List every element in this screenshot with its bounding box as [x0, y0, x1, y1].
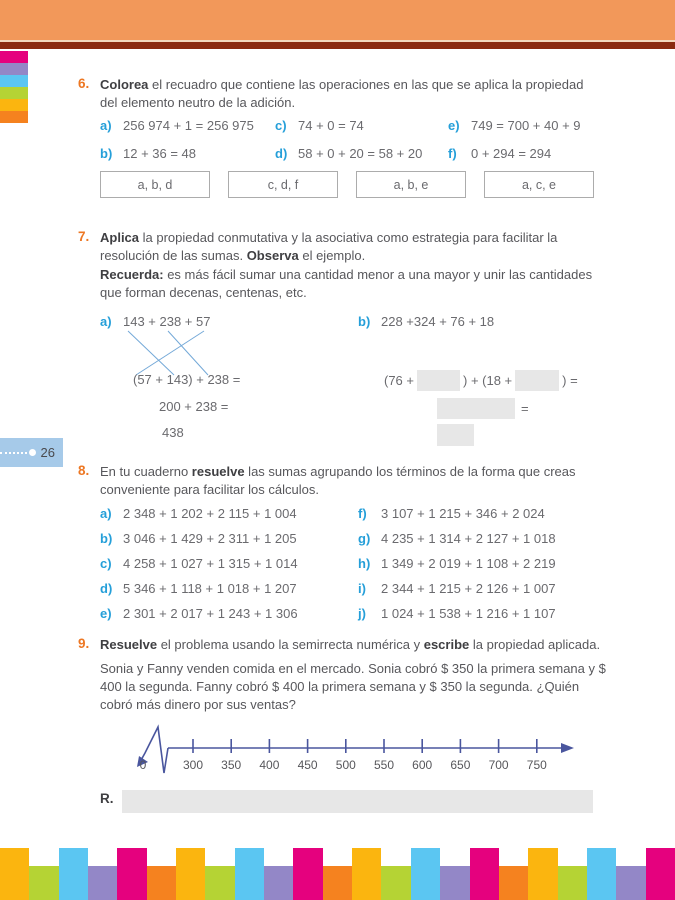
exercise-9-title-end: la propiedad aplicada. [469, 637, 601, 652]
numberline-tick-label: 550 [373, 758, 395, 772]
ex8-item-label: g) [358, 530, 371, 546]
side-color-tab [0, 111, 28, 123]
ex7-b-blank-1[interactable] [417, 370, 460, 391]
exercise-8-title-bold: resuelve [191, 464, 245, 479]
numberline-tick-label: 500 [335, 758, 356, 772]
exercise-9-number: 9. [78, 636, 90, 651]
footer-bar [323, 866, 352, 900]
numberline-tick-label: 700 [488, 758, 509, 772]
ex8-item [100, 505, 358, 523]
reminder-bold: Recuerda: [100, 267, 164, 282]
ex8-item-label: d) [100, 580, 113, 596]
ex8-item-label: f) [358, 505, 367, 521]
answer-label: R. [100, 791, 114, 806]
ex8-item [358, 530, 620, 548]
header-band [0, 0, 675, 40]
footer-bar [176, 848, 205, 900]
option-label: d) [275, 146, 288, 161]
footer-bar [499, 866, 528, 900]
ex8-item [100, 605, 358, 623]
side-color-tab [0, 87, 28, 99]
option-equation: 256 974 + 1 = 256 975 [123, 118, 254, 133]
ex8-item [100, 555, 358, 573]
footer-bar [117, 848, 146, 900]
exercise-8-title-pre: En tu cuaderno [100, 464, 192, 479]
exercise-9-problem-text: Sonia y Fanny venden comida en el mercado. Sonia cobró $ 350 la primera semana y $ 400 la segunda. Fanny cobró $ 400 la primera semana y $ 350 la segunda. ¿Quién cobró más dinero por sus ventas? [100, 661, 606, 712]
footer-bar [88, 866, 117, 900]
footer-bar [616, 866, 645, 900]
numberline-tick-label: 350 [221, 758, 242, 772]
footer-bar [205, 866, 234, 900]
ex6-option [275, 117, 448, 135]
footer-bar [381, 866, 410, 900]
ex6-option [448, 117, 594, 135]
option-label: f) [448, 146, 457, 161]
ex6-answer-box[interactable]: a, b, e [356, 171, 466, 198]
exercise-7-title [100, 229, 600, 265]
ex7-b-step1 [384, 370, 578, 391]
numberline-tick-label: 400 [259, 758, 280, 772]
side-color-tab [0, 99, 28, 111]
ex6-option [100, 117, 275, 135]
ex8-item-equation: 1 349 + 2 019 + 1 108 + 2 219 [381, 555, 556, 571]
exercise-9-title-bold1: Resuelve [100, 637, 158, 652]
ex8-item-equation: 2 344 + 1 215 + 2 126 + 1 007 [381, 580, 556, 596]
side-color-tab [0, 51, 28, 63]
ex6-option [100, 145, 275, 163]
answer-input-box[interactable] [122, 790, 593, 813]
exercise-8-title [100, 463, 597, 499]
numberline-tick-label: 450 [297, 758, 318, 772]
ex8-item [100, 530, 358, 548]
ex7-item-b [358, 313, 494, 331]
ex7-b-step1-mid: ) + (18 + [463, 373, 513, 388]
exercise-6-number: 6. [78, 76, 90, 91]
exercise-8-title-rest: las sumas agrupando los términos de la forma que creas conveniente para facilitar los cálculos. [100, 464, 576, 497]
ex8-item-label: j) [358, 605, 366, 621]
ex7-a-step1: (57 + 143) + 238 = [133, 372, 241, 387]
ex8-item [358, 605, 620, 623]
ex7-b-step1-close: ) = [562, 373, 578, 388]
option-label: b) [100, 146, 113, 161]
exercise-9-title-bold2: escribe [423, 637, 470, 652]
ex8-item [358, 555, 620, 573]
numberline-tick-label: 300 [182, 758, 204, 772]
ex8-item-label: e) [100, 605, 112, 621]
ex6-answer-box[interactable]: a, c, e [484, 171, 594, 198]
numberline-tick-label: 650 [450, 758, 471, 772]
exercise-7-title-mid: la propiedad conmutativa y la asociativa como estrategia para facilitar la resolución de las sumas. [100, 230, 558, 263]
exercise-6-options [100, 112, 594, 168]
footer-bar [293, 848, 322, 900]
exercise-6-title [100, 76, 595, 112]
ex7-a-expression: 143 + 238 + 57 [123, 314, 211, 329]
ex8-item-equation: 3 107 + 1 215 + 346 + 2 024 [381, 505, 545, 521]
number-line [125, 720, 585, 780]
side-color-tab [0, 75, 28, 87]
exercise-6-title-rest: el recuadro que contiene las operaciones en las que se aplica la propiedad del elemento neutro de la adición. [100, 77, 584, 110]
ex7-b-step1-open: (76 + [384, 373, 414, 388]
ex7-a-step2: 200 + 238 = [159, 399, 229, 414]
page-number-badge [0, 438, 63, 467]
badge-dotted-leader [0, 452, 27, 454]
footer-bar [528, 848, 557, 900]
ex7-a-label: a) [100, 314, 112, 329]
exercise-7-title-bold1: Aplica [100, 230, 140, 245]
ex8-item [358, 505, 620, 523]
footer-bar [147, 866, 176, 900]
ex8-item-label: c) [100, 555, 112, 571]
ex6-answer-box[interactable]: c, d, f [228, 171, 338, 198]
footer-bar [0, 848, 29, 900]
ex8-item-equation: 3 046 + 1 429 + 2 311 + 1 205 [123, 530, 297, 546]
ex6-option [275, 145, 448, 163]
exercise-8-list [100, 501, 620, 626]
ex6-answer-box[interactable]: a, b, d [100, 171, 210, 198]
ex6-option [448, 145, 594, 163]
exercise-9-title [100, 636, 620, 654]
badge-dot [29, 449, 36, 456]
footer-bar [587, 848, 616, 900]
side-color-tabs [0, 51, 28, 123]
footer-bar [352, 848, 381, 900]
ex8-item-equation: 5 346 + 1 118 + 1 018 + 1 207 [123, 580, 297, 596]
exercise-7-reminder [100, 266, 612, 302]
reminder-rest: es más fácil sumar una cantidad menor a una mayor y unir las cantidades que forman decenas, centenas, etc. [100, 267, 593, 300]
ex8-item-label: b) [100, 530, 113, 546]
option-equation: 749 = 700 + 40 + 9 [471, 118, 581, 133]
ex8-item-equation: 2 301 + 2 017 + 1 243 + 1 306 [123, 605, 298, 621]
footer-color-bars [0, 848, 675, 900]
page-number: 26 [40, 445, 55, 460]
option-label: a) [100, 118, 112, 133]
exercise-6-title-bold: Colorea [100, 77, 149, 92]
footer-bar [440, 866, 469, 900]
exercise-7-number: 7. [78, 229, 90, 244]
option-label: e) [448, 118, 460, 133]
ex8-item [100, 580, 358, 598]
footer-bar [558, 866, 587, 900]
ex7-b-expression: 228 +324 + 76 + 18 [381, 314, 495, 329]
footer-bar [235, 848, 264, 900]
footer-bar [264, 866, 293, 900]
ex7-b-blank-3[interactable] [437, 398, 515, 419]
side-color-tab [0, 63, 28, 75]
numberline-tick-label: 750 [526, 758, 547, 772]
option-label: c) [275, 118, 287, 133]
ex8-item-equation: 2 348 + 1 202 + 2 115 + 1 004 [123, 505, 297, 521]
option-equation: 12 + 36 = 48 [123, 146, 197, 161]
numberline-tick-label: 600 [412, 758, 433, 772]
option-equation: 0 + 294 = 294 [471, 146, 552, 161]
ex7-a-step3: 438 [162, 425, 184, 440]
footer-bar [29, 866, 58, 900]
option-equation: 74 + 0 = 74 [298, 118, 364, 133]
numberline-origin-label: 0 [139, 758, 147, 772]
ex8-item-label: h) [358, 555, 371, 571]
ex7-b-label: b) [358, 314, 371, 329]
ex8-item-label: i) [358, 580, 366, 596]
numberline-ticks [183, 739, 547, 772]
footer-bar [646, 848, 675, 900]
exercise-7-title-bold2: Observa [246, 248, 299, 263]
header-divider-dark [0, 42, 675, 49]
ex7-b-step2 [437, 398, 529, 419]
ex7-b-blank-2[interactable] [515, 370, 559, 391]
footer-bar [470, 848, 499, 900]
ex7-b-step3 [437, 424, 474, 446]
exercise-7-title-end: el ejemplo. [298, 248, 366, 263]
exercise-6-answer-boxes [100, 171, 594, 198]
ex8-item-equation: 4 258 + 1 027 + 1 315 + 1 014 [123, 555, 298, 571]
ex8-item-equation: 4 235 + 1 314 + 2 127 + 1 018 [381, 530, 556, 546]
exercise-9-title-mid: el problema usando la semirrecta numérica y [157, 637, 424, 652]
ex7-b-blank-4[interactable] [437, 424, 474, 446]
ex7-b-step2-equals: = [521, 401, 529, 416]
footer-bar [411, 848, 440, 900]
ex8-item-equation: 1 024 + 1 538 + 1 216 + 1 107 [381, 605, 556, 621]
ex8-item-label: a) [100, 505, 112, 521]
option-equation: 58 + 0 + 20 = 58 + 20 [298, 146, 423, 161]
ex8-item [358, 580, 620, 598]
exercise-8-number: 8. [78, 463, 90, 478]
commutative-swap-lines [116, 329, 236, 377]
footer-bar [59, 848, 88, 900]
